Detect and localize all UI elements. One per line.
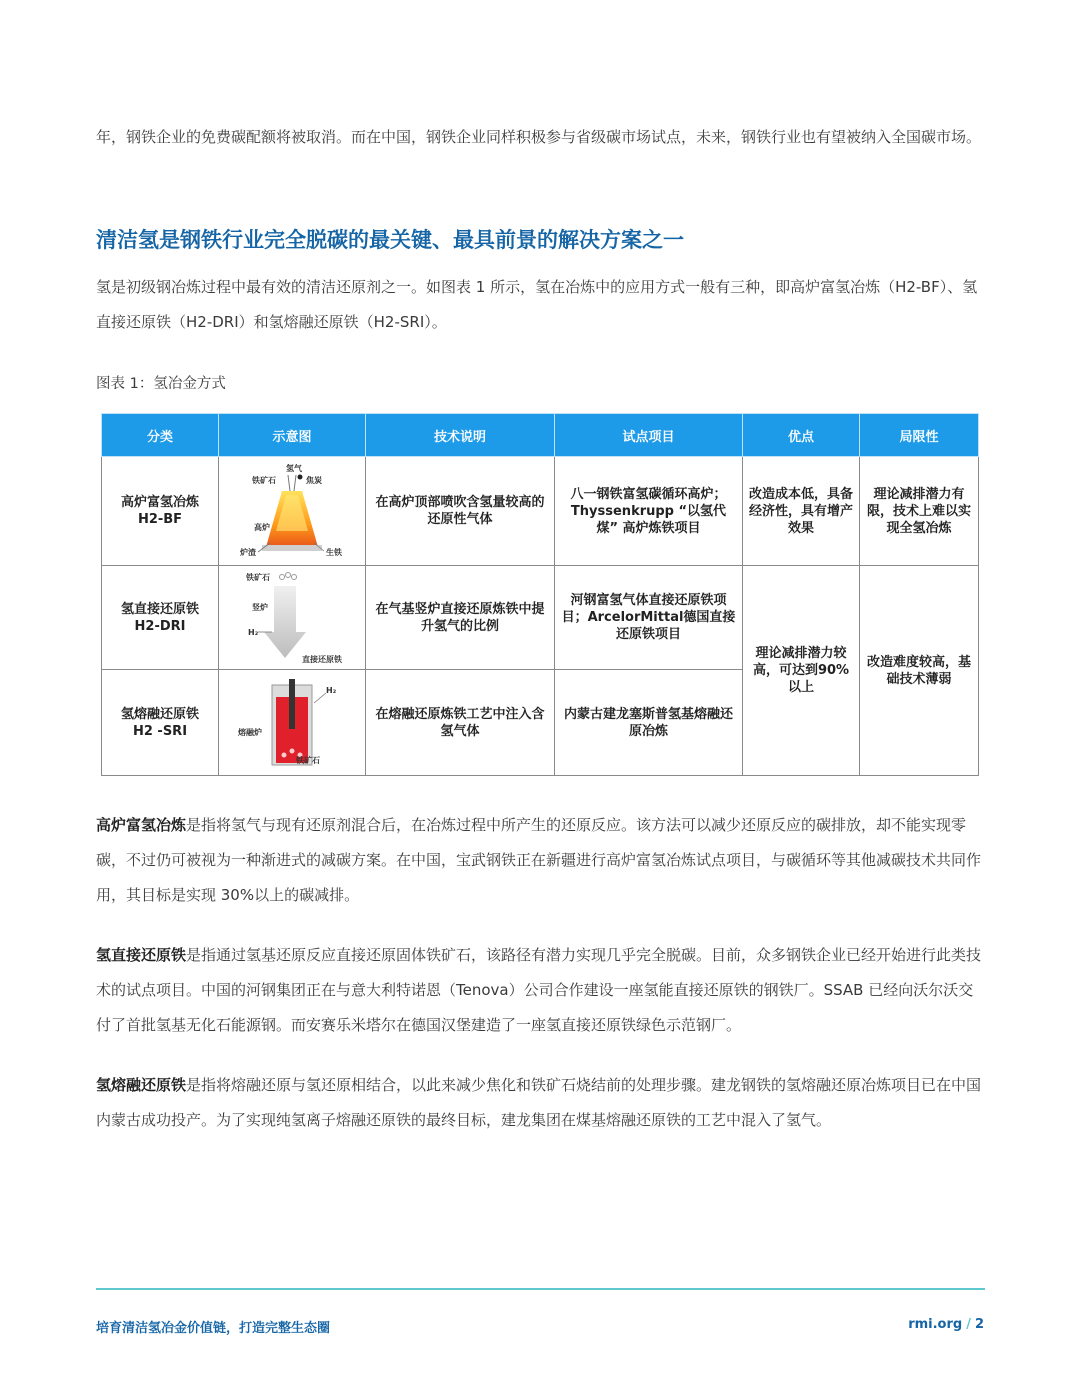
diagram-label-h2: H₂ [326,685,337,695]
dri-term: 氢直接还原铁 [96,946,187,964]
table-row [102,457,979,566]
sri-paragraph [96,1068,988,1138]
sri-text: 是指将熔融还原与氢还原相结合，以此来减少焦化和铁矿石烧结前的处理步骤。建龙钢铁的氢熔融还原冶炼项目已在中国内蒙古成功投产。为了实现纯氢离子熔融还原铁的最终目标，建龙集团在煤基熔融还原铁的工艺中混入了氢气。 [96,1076,982,1129]
projects-cell: 河钢富氢气体直接还原铁项目；ArcelorMittal德国直接还原铁项目 [555,566,743,670]
blast-furnace-diagram-cell [219,457,366,566]
header-limitations: 局限性 [860,414,979,457]
hydrogen-intro-paragraph: 氢是初级钢冶炼过程中最有效的清洁还原剂之一。如图表 1 所示，氢在冶炼中的应用方式一般有三种，即高炉富氢冶炼（H2-BF）、氢直接还原铁（H2-DRI）和氢熔融还原铁（H2-SRI）。 [96,278,978,331]
category-cell [102,566,219,670]
smelting-furnace-diagram [222,675,362,771]
footer-title: 培育清洁氢冶金价值链，打造完整生态圈 [96,1321,331,1336]
blast-furnace-diagram [222,461,362,561]
category-name: 高炉富氢冶炼 [120,495,199,510]
header-description: 技术说明 [366,414,555,457]
category-cell [102,670,219,776]
diagram-label-smelter: 熔融炉 [238,727,262,737]
header-advantages: 优点 [743,414,860,457]
category-name: 氢熔融还原铁 [120,706,199,722]
bf-paragraph [96,808,988,913]
header-projects: 试点项目 [555,414,743,457]
diagram-label-ore: 铁矿石 [252,476,276,485]
hydrogen-metallurgy-table [101,413,979,776]
limitations-cell: 理论减排潜力有限，技术上难以实现全氢冶炼 [860,457,979,566]
shaft-furnace-diagram [222,570,362,666]
header-diagram: 示意图 [219,414,366,457]
shared-limitations-cell: 改造难度较高，基础技术薄弱 [860,566,979,776]
diagram-label-h2: H₂ [248,627,259,637]
footer-page-info [908,1317,984,1332]
table-header-row [102,414,979,457]
shaft-furnace-diagram-cell [219,566,366,670]
footer-separator: / [966,1317,971,1332]
category-name: 氢直接还原铁 [120,601,199,617]
dri-text: 是指通过氢基还原反应直接还原固体铁矿石，该路径有潜力实现几乎完全脱碳。目前，众多钢铁企业已经开始进行此类技术的试点项目。中国的河钢集团正在与意大利特诺恩（Tenova）公司合作建设一座氢能直接还原铁的钢铁厂。SSAB 已经向沃尔沃交付了首批氢基无化石能源钢。而安赛乐米塔尔在德国汉堡建造了一座氢直接还原铁绿色示范钢厂。 [96,946,982,1034]
diagram-label-shaft: 竖炉 [252,602,268,612]
diagram-label-furnace: 高炉 [254,523,270,532]
diagram-label-ore: 铁矿石 [296,755,320,765]
diagram-label-hydrogen: 氢气 [286,464,302,473]
description-cell: 在熔融还原炼铁工艺中注入含氢气体 [366,670,555,776]
diagram-label-ore: 铁矿石 [246,572,270,582]
intro-paragraph: 年，钢铁企业的免费碳配额将被取消。而在中国，钢铁企业同样积极参与省级碳市场试点，未来，钢铁行业也有望被纳入全国碳市场。 [96,128,982,146]
figure-caption: 图表 1：氢冶金方式 [96,376,226,392]
diagram-label-dri: 直接还原铁 [302,654,342,664]
footer-site-link[interactable]: rmi.org [908,1317,963,1332]
page-number: 2 [974,1317,984,1332]
section-heading: 清洁氢是钢铁行业完全脱碳的最关键、最具前景的解决方案之一 [96,228,684,252]
diagram-label-pig-iron: 生铁 [326,548,342,557]
diagram-label-slag: 炉渣 [240,548,256,557]
smelting-furnace-diagram-cell [219,670,366,776]
category-code: H2-BF [137,512,183,527]
bf-text: 是指将氢气与现有还原剂混合后，在冶炼过程中所产生的还原反应。该方法可以减少还原反应的碳排放，却不能实现零碳，不过仍可被视为一种渐进式的减碳方案。在中国，宝武钢铁正在新疆进行高炉富氢冶炼试点项目，与碳循环等其他减碳技术共同作用，其目标是实现 30%以上的碳减排。 [96,816,982,904]
projects-cell: 八一钢铁富氢碳循环高炉；Thyssenkrupp “以氢代煤” 高炉炼铁项目 [555,457,743,566]
header-category: 分类 [102,414,219,457]
category-code: H2 -SRI [132,723,188,739]
description-cell: 在气基竖炉直接还原炼铁中提升氢气的比例 [366,566,555,670]
category-code: H2-DRI [134,618,186,634]
shared-advantages-cell: 理论减排潜力较高，可达到90%以上 [743,566,860,776]
table-row [102,566,979,670]
category-cell [102,457,219,566]
diagram-label-coke: 焦炭 [306,476,322,485]
advantages-cell: 改造成本低，具备经济性，具有增产效果 [743,457,860,566]
projects-cell: 内蒙古建龙塞斯普氢基熔融还原冶炼 [555,670,743,776]
footer-divider [96,1288,985,1290]
description-cell: 在高炉顶部喷吹含氢量较高的还原性气体 [366,457,555,566]
sri-term: 氢熔融还原铁 [96,1076,187,1094]
bf-term: 高炉富氢冶炼 [96,816,187,834]
dri-paragraph [96,938,988,1043]
